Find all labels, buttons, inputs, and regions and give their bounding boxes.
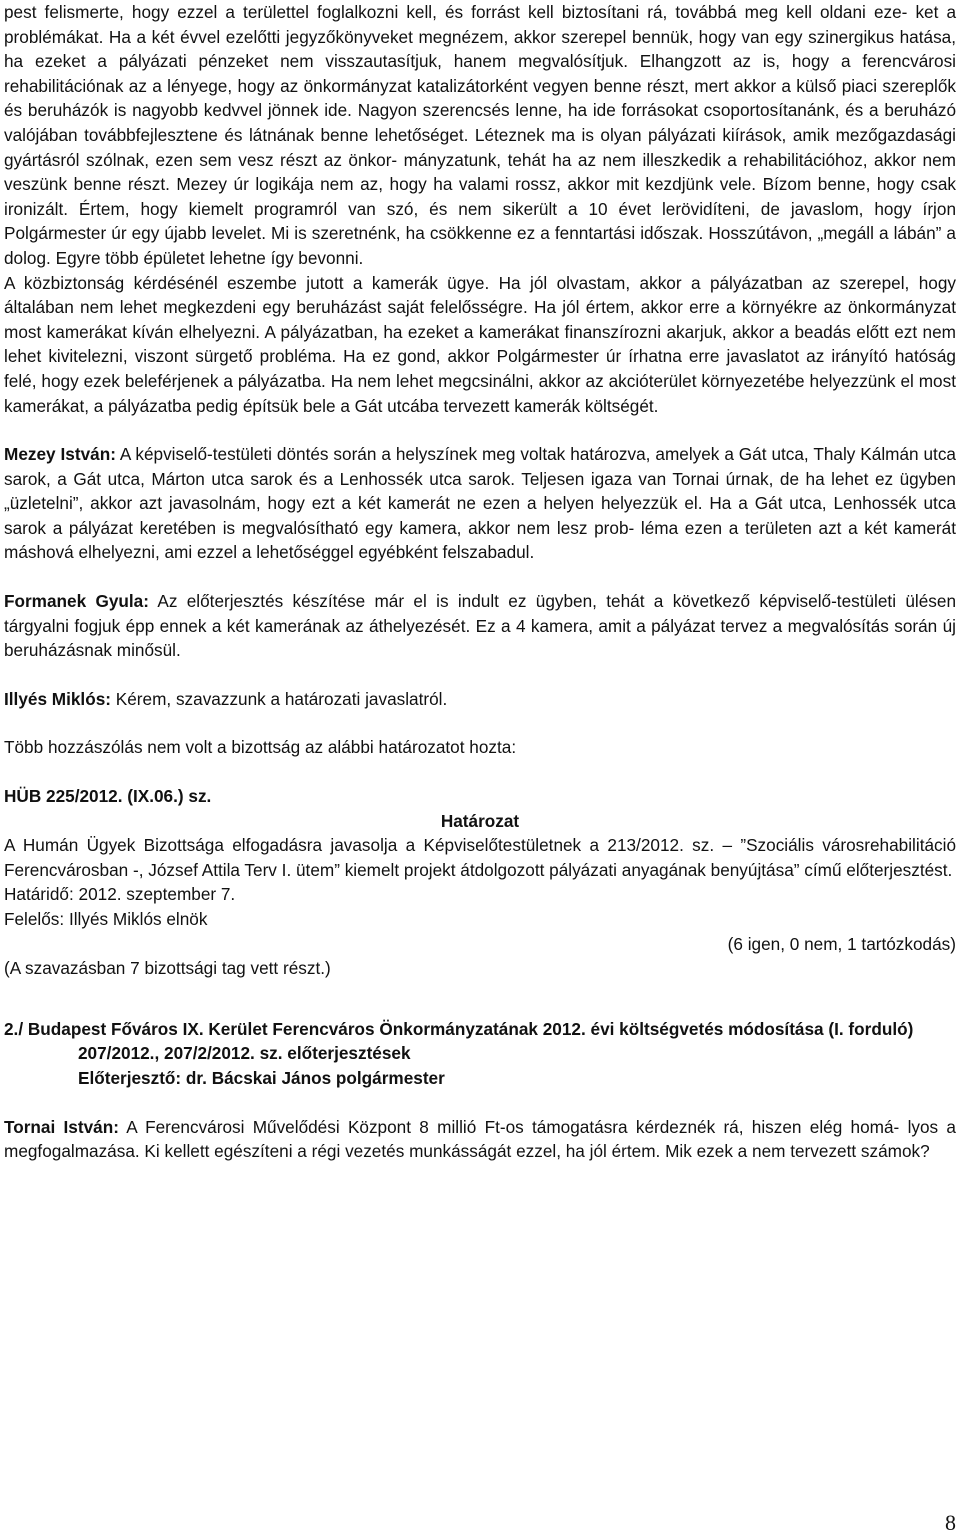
speaker-name: Tornai István: [4,1116,119,1137]
paragraph-formanek [4,589,956,663]
speaker-text: Az előterjesztés készítése már el is indult ez ügyben, tehát a következő képviselő-testületi ülésen tárgyalni fogjuk épp ennek a két kamerának az áthelyezését. Ez a 4 kamera, amit a pályázat tervez a megvalósítás során új beruházásnak minősül. [4,591,957,661]
speaker-name: Mezey István: [4,444,116,465]
resolution-deadline: Határidő: 2012. szeptember 7. [4,884,236,905]
resolution-responsible: Felelős: Illyés Miklós elnök [4,909,208,929]
speaker-text: Kérem, szavazzunk a határozati javaslatról. [111,688,448,709]
speaker-text: A Ferencvárosi Művelődési Központ 8 millió Ft-os támogatásra kérdeznék rá, hiszen elég homá- lyos a megfogalmazása. Ki kellett egészíteni a régi vezetés munkásságát ezzel, ha jól értem. Mik ezek a nem tervezett számok? [4,1116,956,1162]
vote-participants: (A szavazásban 7 bizottsági tag vett részt.) [4,958,331,979]
page-content [4,0,956,1164]
spacer [4,565,956,589]
speaker-name: Formanek Gyula: [4,591,149,612]
spacer [4,711,956,735]
resolution-title: Határozat [440,810,520,831]
spacer [4,981,956,1017]
spacer [4,1091,956,1115]
spacer [4,663,956,687]
spacer [4,418,956,442]
no-more-comments: Több hozzászólás nem volt a bizottság az alábbi határozatot hozta: [4,737,517,758]
paragraph-tornai-continued: pest felismerte, hogy ezzel a területtel foglalkozni kell, és forrást kell biztosítani rá, továbbá meg kell oldani eze- ket a problémákat. Ha a két évvel ezelőtti jegyzőkönyveket megnézem, akkor szerepel bennük, hogy van egy szinergikus hatása, ha ezeket a pályázati pénzeket nem visszautasítjuk, hanem megvalósítjuk. Elhangzott az is, hogy a ferencvárosi rehabilitációnak az a lényege, hogy az önkormányzat katalizátorként vegyen benne részt, mert akkor a külső piaci szereplők és beruházók is nagyobb kedvvel jönnek ide. Nagyon szerencsés lenne, ha ide forrásokat csoportosítanánk, és a beruházó valójában továbbfejlesztene és látnának benne lehetőséget. Léteznek ma is olyan pályázati kiírások, amik mezőgazdasági gyártásról szólnak, ezen sem vesz részt az önkor- mányzatunk, tehát ha az nem illeszkedik a rehabilitációhoz, akkor nem veszünk benne részt. Mezey úr logikája nem az, hogy ha valami rossz, akkor mit kezdjünk vele. Bízom benne, hogy csak ironizált. Értem, hogy kiemelt programról van szó, és nem sikerült a 10 évet lerövidíteni, de javaslom, hogy írjon Polgármester úr egy újabb levelet. Mi is szeretnénk, ha csökkenne ez a fenntartási időszak. Hosszútávon, „megáll a lábán” a dolog. Egyre több épületet lehetne így bevonni. [4,2,956,268]
speaker-name: Illyés Miklós: [4,688,111,709]
paragraph-tornai [4,1115,956,1164]
agenda-title: 2./ Budapest Főváros IX. Kerület Ferencváros Önkormányzatának 2012. évi költségvetés módosítása (I. forduló) [4,1018,914,1039]
paragraph-illyes [4,687,956,712]
paragraph-mezey [4,442,956,565]
resolution-number: HÜB 225/2012. (IX.06.) sz. [4,786,212,807]
paragraph-cameras: A közbiztonság kérdésénél eszembe jutott a kamerák ügye. Ha jól olvastam, akkor a pályázatban az szerepel, hogy általában nem lehet megkezdeni egy beruházást saját felelősségre. Ha jól értem, akkor erre a környékre az önkormányzat most kamerákat kíván elhelyezni. A pályázatban, ha ezeket a kamerákat finanszírozni akarjuk, akkor a beadás előtt ezt nem lehet kivitelezni, viszont sürgető probléma. Ha ez gond, akkor Polgármester úr írhatna erre javaslatot az irányító hatóság felé, hogy ezek beleférjenek a pályázatba. Ha nem lehet megcsinálni, akkor az akcióterület környezetébe helyezzünk el most kamerákat, a pályázatba pedig építsük bele a Gát utcába tervezett kamerák költségét. [4,272,956,416]
agenda-documents: 207/2012., 207/2/2012. sz. előterjesztések [78,1043,411,1064]
speaker-text: A képviselő-testületi döntés során a helyszínek meg voltak határozva, amelyek a Gát utca, Thaly Kálmán utca sarok, a Gát utca, Márton utca sarok és a Lenhossék utca sarok. Teljesen igaza van Tornai úrnak, de ha lehet ez ügyben „üzletelni”, akkor azt javasolnám, hogy ezt a két kamerát ne ezen a helyen helyezzük el. Ha a Gát utca, Lenhossék utca sarok a pályázat keretében is megvalósítható egy kamera, akkor nem lesz prob- léma ezen a területen azt a két kamerát máshová elhelyezni, ami ezzel a lehetőséggel egyébként felszabadul. [4,444,956,563]
spacer [4,760,956,784]
agenda-presenter: Előterjesztő: dr. Bácskai János polgármester [78,1067,445,1088]
resolution-vote: (6 igen, 0 nem, 1 tartózkodás) [727,933,956,954]
page-number: 8 [945,1510,956,1535]
resolution-text: A Humán Ügyek Bizottsága elfogadásra javasolja a Képviselőtestületnek a 213/2012. sz. – ”Szociális városrehabilitáció Ferencvárosban -, József Attila Terv I. ütem” kiemelt projekt átdolgozott pályázati anyagának benyújtása” című előterjesztést. [4,835,956,880]
